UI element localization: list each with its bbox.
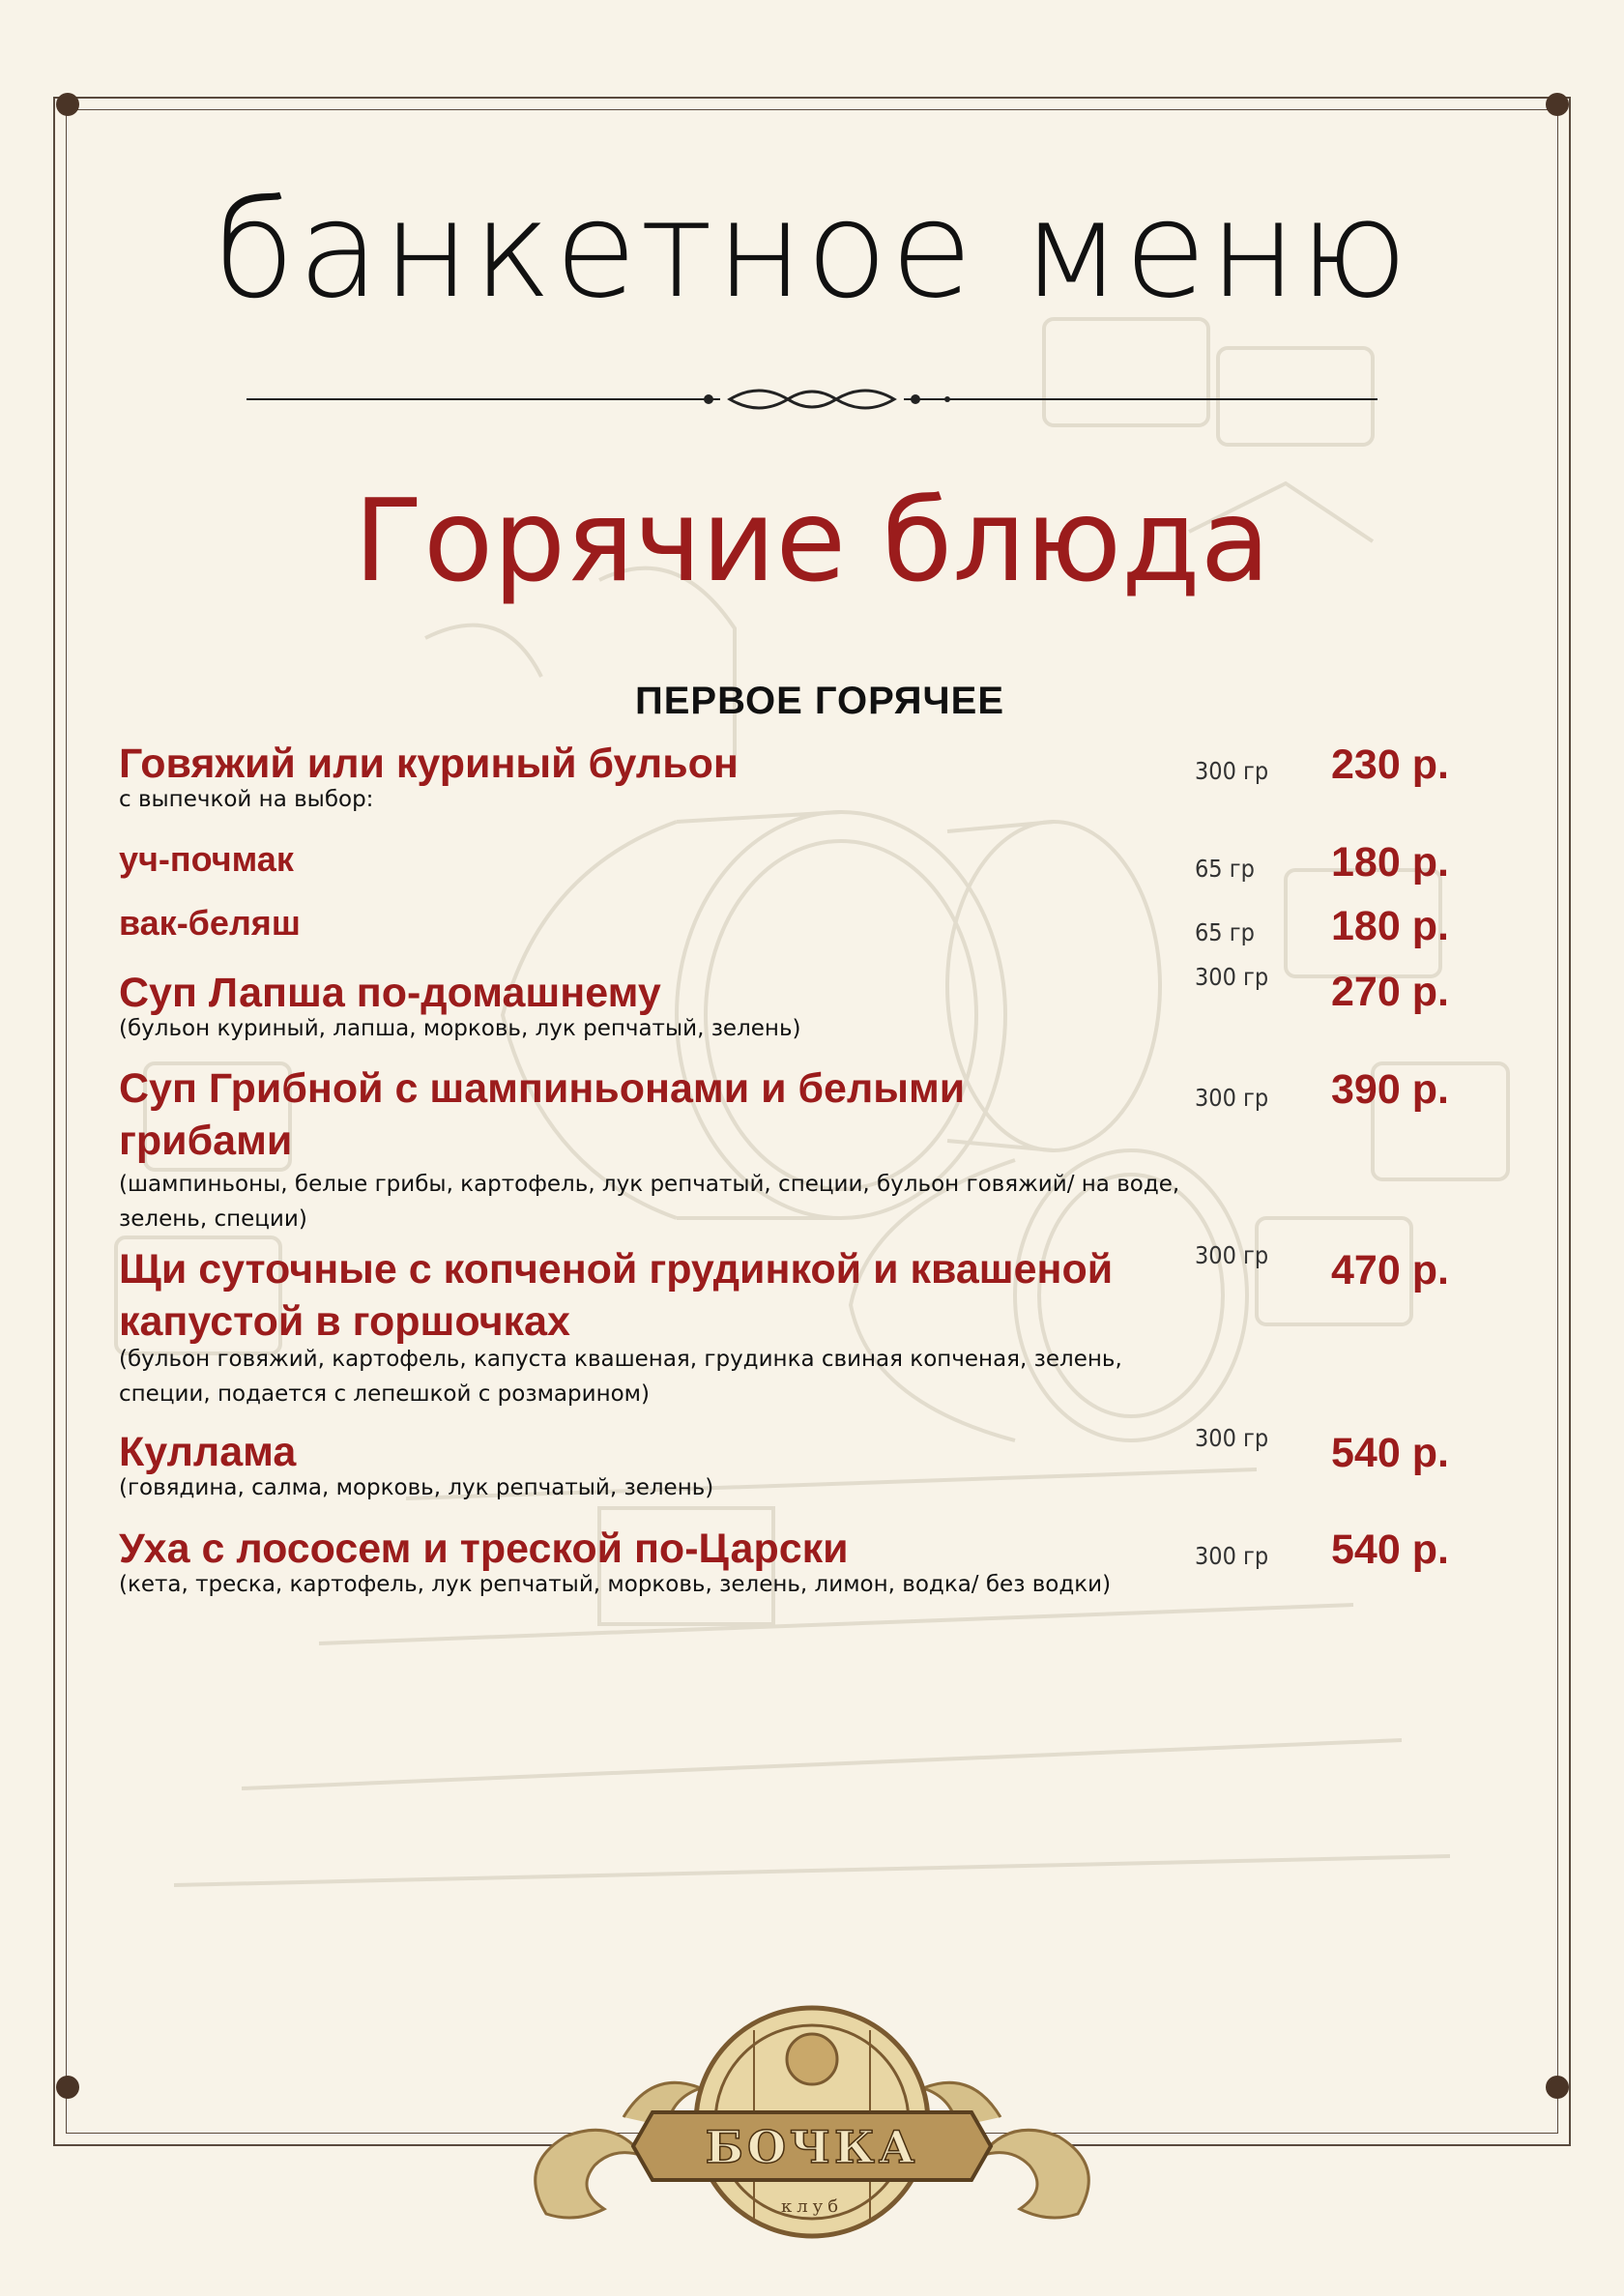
subsection-title: ПЕРВОЕ ГОРЯЧЕЕ [634,680,1005,722]
menu-item-name: Суп Грибной с шампиньонами и белыми грибами [119,1065,966,1164]
menu-item-price: 230 р. [1331,741,1449,788]
menu-item-name: Куллама [119,1429,297,1475]
menu-item-name: Уха с лососем и треской по-Царски [119,1526,849,1572]
menu-item [119,738,1492,817]
corner-dot-top-right [1546,93,1569,116]
menu-item-desc: (бульон куриный, лапша, морковь, лук репчатый, зелень) [119,1016,801,1041]
menu-item-weight: 300 гр [1195,1542,1269,1570]
corner-dot-top-left [56,93,79,116]
menu-item-name: Говяжий или куриный бульон [119,741,739,787]
menu-item-weight: 65 гр [1195,918,1255,946]
menu-item-weight: 300 гр [1195,1241,1269,1269]
menu-item [119,897,1492,949]
menu-item-price: 390 р. [1331,1066,1449,1113]
logo-brand: БОЧКА [705,2121,919,2173]
menu-item-desc: (говядина, салма, морковь, лук репчатый, зелень) [119,1475,714,1500]
menu-item [119,1243,1492,1411]
section-title: Горячие блюда [354,474,1270,607]
menu-item-price: 470 р. [1331,1247,1449,1293]
menu-item [119,1062,1492,1236]
menu-item-price: 180 р. [1331,839,1449,886]
menu-item-desc: (кета, треска, картофель, лук репчатый, морковь, зелень, лимон, водка/ без водки) [119,1572,1112,1597]
menu-item-price: 540 р. [1331,1430,1449,1476]
menu-item [119,963,1492,1046]
menu-item-weight: 65 гр [1195,855,1255,883]
corner-dot-bottom-right [1546,2076,1569,2099]
menu-item-weight: 300 гр [1195,963,1269,991]
ornamental-divider [246,382,1378,421]
menu-item-price: 180 р. [1331,903,1449,949]
menu-item-desc: (шампиньоны, белые грибы, картофель, лук репчатый, специи, бульон говяжий/ на воде, зелень, специи) [119,1172,1180,1232]
menu-item [119,833,1492,886]
menu-item-desc: (бульон говяжий, картофель, капуста квашеная, грудинка свиная копченая, зелень, специи, подается с лепешкой с розмарином) [119,1347,1122,1407]
logo-sub: клуб [780,2196,844,2217]
page-title: банкетное меню [213,172,1411,328]
menu-item-name: Щи суточные с копченой грудинкой и квашеной капустой в горшочках [119,1246,1114,1345]
menu-item-price: 270 р. [1331,969,1449,1015]
corner-dot-bottom-left [56,2076,79,2099]
bochka-club-logo [508,2001,1116,2257]
menu-item-name: Суп Лапша по-домашнему [119,970,661,1016]
menu-item [119,1426,1492,1505]
menu-item [119,1523,1492,1602]
menu-item-desc: с выпечкой на выбор: [119,787,374,812]
menu-item-name: уч-почмак [119,839,294,879]
menu-item-price: 540 р. [1331,1526,1449,1573]
menu-item-weight: 300 гр [1195,1424,1269,1452]
menu-item-name: вак-беляш [119,903,301,943]
menu-item-weight: 300 гр [1195,757,1269,785]
menu-item-weight: 300 гр [1195,1084,1269,1112]
